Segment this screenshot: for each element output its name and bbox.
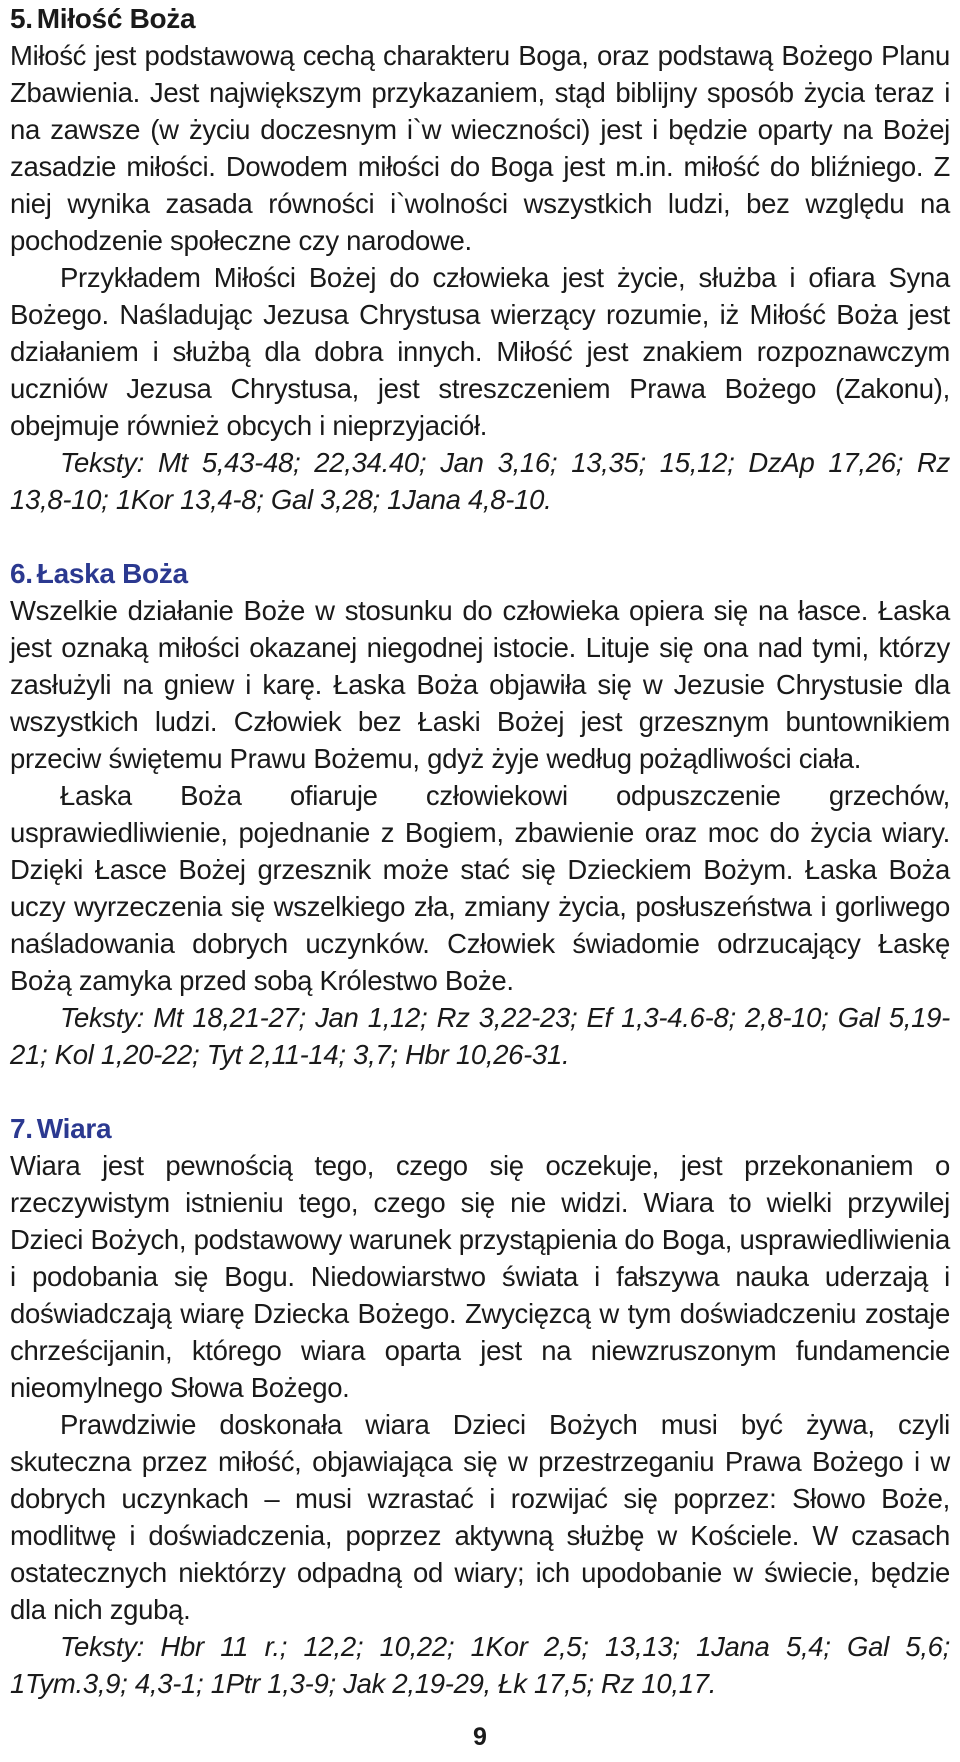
section-title: Łaska Boża <box>36 558 188 589</box>
section-wiara <box>10 1110 950 1702</box>
section-title: Wiara <box>36 1113 112 1144</box>
paragraph: Wiara jest pewnością tego, czego się oczekuje, jest przekonaniem o rzeczywistym istnieniu tego, czego się nie widzi. Wiara to wielki przywilej Dzieci Bożych, podstawowy warunek przystąpienia do Boga, usprawiedliwienia i podobania się Bogu. Niedowiarstwo świata i fałszywa nauka uderzają i doświadczają wiarę Dziecka Bożego. Zwycięzcą w tym doświadczeniu zostaje chrześcijanin, którego wiara oparta jest na niewzruszonym fundamencie nieomylnego Słowa Bożego. <box>10 1150 950 1403</box>
page-number: 9 <box>473 1723 487 1751</box>
paragraph: Miłość jest podstawową cechą charakteru Boga, oraz podstawą Bożego Planu Zbawienia. Jest największym przykazaniem, stąd biblijny sposób życia teraz i na zawsze (w życiu doczesnym i`w wieczności) jest i będzie oparty na Bożej zasadzie miłości. Dowodem miłości do Boga jest m.in. miłość do bliźniego. Z niej wynika zasada równości i`wolności wszystkich ludzi, bez względu na pochodzenie społeczne czy narodowe. <box>10 40 950 256</box>
document-page <box>10 0 950 1702</box>
section-number: 5. <box>10 3 33 34</box>
paragraph: Łaska Boża ofiaruje człowiekowi odpuszczenie grzechów, usprawiedliwienie, pojednanie z Bogiem, zbawienie oraz moc do życia wiary. Dzięki Łasce Bożej grzesznik może stać się Dzieckiem Bożym. Łaska Boża uczy wyrzeczenia się wszelkiego zła, zmiany życia, posłuszeństwa i gorliwego naśladowania dobrych uczynków. Człowiek świadomie odrzucający Łaskę Bożą zamyka przed sobą Królestwo Boże. <box>10 780 950 996</box>
paragraph: Wszelkie działanie Boże w stosunku do człowieka opiera się na łasce. Łaska jest oznaką miłości okazanej niegodnej istocie. Lituje się ona nad tymi, którzy zasłużyli na gniew i karę. Łaska Boża objawiła się w Jezusie Chrystusie dla wszystkich ludzi. Człowiek bez Łaski Bożej jest grzesznym buntownikiem przeciw świętemu Prawu Bożemu, gdyż żyje według pożądliwości ciała. <box>10 595 950 774</box>
section-number: 6. <box>10 558 33 589</box>
paragraph: Przykładem Miłości Bożej do człowieka jest życie, służba i ofiara Syna Bożego. Naśladując Jezusa Chrystusa wierzący rozumie, iż Miłość Boża jest działaniem i służbą dla dobra innych. Miłość jest znakiem rozpoznawczym uczniów Jezusa Chrystusa, jest streszczeniem Prawa Bożego (Zakonu), obejmuje również obcych i nieprzyjaciół. <box>10 262 950 441</box>
section-laska-boza <box>10 555 950 1073</box>
scripture-references: Teksty: Hbr 11 r.; 12,2; 10,22; 1Kor 2,5; 13,13; 1Jana 5,4; Gal 5,6; 1Tym.3,9; 4,3-1; 1Ptr 1,3-9; Jak 2,19-29, Łk 17,5; Rz 10,17. <box>10 1631 950 1699</box>
section-milosc-boza <box>10 0 950 518</box>
section-number: 7. <box>10 1113 33 1144</box>
section-heading <box>10 0 950 37</box>
section-title: Miłość Boża <box>36 3 196 34</box>
section-heading <box>10 1110 950 1147</box>
paragraph: Prawdziwie doskonała wiara Dzieci Bożych musi być żywa, czyli skuteczna przez miłość, objawiająca się w przestrzeganiu Prawa Bożego i w dobrych uczynkach – musi wzrastać i rozwijać się poprzez: Słowo Boże, modlitwę i doświadczenia, poprzez aktywną służbę w Kościele. W czasach ostatecznych niektórzy odpadną od wiary; ich upodobanie w świecie, będzie dla nich zgubą. <box>10 1409 950 1625</box>
scripture-references: Teksty: Mt 5,43-48; 22,34.40; Jan 3,16; 13,35; 15,12; DzAp 17,26; Rz 13,8-10; 1Kor 13,4-8; Gal 3,28; 1Jana 4,8-10. <box>10 447 950 515</box>
scripture-references: Teksty: Mt 18,21-27; Jan 1,12; Rz 3,22-23; Ef 1,3-4.6-8; 2,8-10; Gal 5,19-21; Kol 1,20-22; Tyt 2,11-14; 3,7; Hbr 10,26-31. <box>10 1002 950 1070</box>
section-heading <box>10 555 950 592</box>
